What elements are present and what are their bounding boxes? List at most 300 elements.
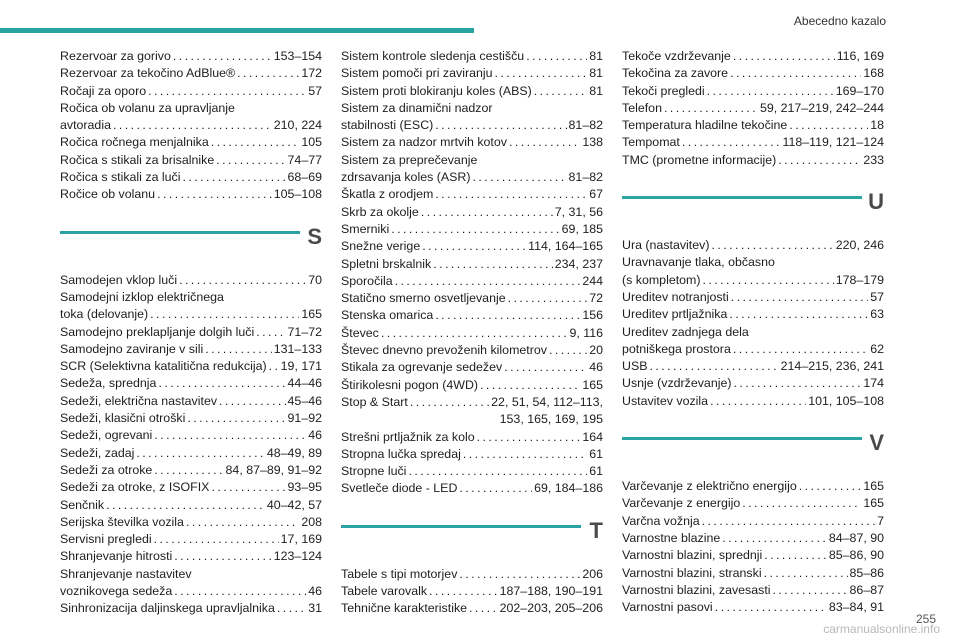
- index-entry: [60, 514, 322, 531]
- index-entry: [622, 565, 884, 582]
- dot-leader: [682, 134, 781, 151]
- dot-leader: [150, 306, 299, 323]
- page-refs: 48–49, 89: [266, 445, 322, 460]
- page-refs: 93–95: [287, 480, 322, 495]
- dot-leader: [509, 134, 580, 151]
- index-term: toka (delovanje): [60, 307, 149, 322]
- index-term: Ročaji za oporo: [60, 83, 147, 98]
- page-refs: 172: [301, 66, 322, 81]
- index-term: Varnostni blazini, sprednji: [622, 548, 763, 563]
- index-term: Tempomat: [622, 135, 680, 150]
- index-term: potniškega prostora: [622, 341, 731, 356]
- index-term: Varnostni blazini, zavesasti: [622, 582, 771, 597]
- index-entry: [341, 238, 603, 255]
- index-entry-line: [622, 513, 884, 530]
- index-entry-line: [60, 358, 322, 375]
- index-term: Tekočina za zavore: [622, 66, 729, 81]
- index-entry: [341, 446, 603, 463]
- index-term: Rezervoar za gorivo: [60, 49, 171, 63]
- index-term: Snežne verige: [341, 239, 421, 254]
- dot-leader: [173, 48, 272, 65]
- index-entry: [60, 152, 322, 169]
- page-refs: 214–215, 236, 241: [780, 359, 884, 374]
- index-entry: [622, 478, 884, 495]
- index-term: Sporočila: [341, 273, 393, 288]
- page-refs: 233: [863, 152, 884, 167]
- index-entry: [622, 289, 884, 306]
- index-entry-line: [60, 566, 322, 583]
- index-entry-line: [622, 83, 884, 100]
- index-entry: [622, 324, 884, 359]
- dot-leader: [154, 531, 279, 548]
- index-term: Sedeži za otroke: [60, 462, 153, 477]
- index-term: Stop & Start: [341, 394, 408, 409]
- index-term: Sedeži, električna nastavitev: [60, 393, 218, 408]
- section-rule: [60, 231, 300, 234]
- dot-leader: [277, 600, 306, 617]
- header-accent-bar: [0, 28, 474, 33]
- index-term: Sedeža, sprednja: [60, 376, 157, 391]
- index-entry: [341, 152, 603, 187]
- page-refs: 62: [870, 341, 884, 356]
- dot-leader: [179, 272, 306, 289]
- dot-leader: [186, 514, 299, 531]
- index-entry-line: [60, 393, 322, 410]
- index-entry: [60, 341, 322, 358]
- index-term: Temperatura hladilne tekočine: [622, 118, 788, 133]
- page-refs: 85–86: [849, 565, 884, 580]
- index-entry-line: [622, 599, 884, 616]
- dot-leader: [729, 306, 868, 323]
- page-refs: 202–203, 205–206: [499, 601, 603, 616]
- index-entry-line: [341, 186, 603, 203]
- dot-leader: [722, 530, 827, 547]
- page-refs: 131–133: [273, 341, 322, 356]
- section-letter: U: [868, 189, 884, 215]
- dot-leader: [711, 237, 833, 254]
- dot-leader: [381, 325, 568, 342]
- page-refs-continued: 153, 165, 169, 195: [499, 412, 603, 427]
- index-entry-line: [622, 393, 884, 410]
- page-refs: 118–119, 121–124: [782, 135, 884, 150]
- index-entry-line: [60, 306, 322, 323]
- dot-leader: [183, 169, 286, 186]
- index-entry-line: [341, 463, 603, 480]
- page-refs: 164: [582, 429, 603, 444]
- page-refs: 57: [870, 289, 884, 304]
- index-entry-line: [341, 583, 603, 600]
- index-entry: [60, 83, 322, 100]
- index-entry-line: [341, 325, 603, 342]
- index-term: Tehnične karakteristike: [341, 601, 468, 616]
- index-entry: [341, 325, 603, 342]
- index-entry: [341, 204, 603, 221]
- page-refs: 153–154: [273, 49, 322, 63]
- index-entry: [60, 427, 322, 444]
- page-refs: 123–124: [273, 549, 322, 564]
- index-entry: [622, 83, 884, 100]
- page-refs: 116, 169: [836, 49, 884, 63]
- dot-leader: [504, 359, 587, 376]
- page-refs: 81: [589, 49, 603, 63]
- page-refs: 165: [863, 496, 884, 511]
- dot-leader: [435, 186, 587, 203]
- index-entry: [341, 65, 603, 82]
- dot-leader: [734, 375, 862, 392]
- page-refs: 187–188, 190–191: [499, 584, 603, 599]
- page-refs: 208: [301, 514, 322, 529]
- page-refs: 45–46: [287, 393, 322, 408]
- index-entry-line: [60, 152, 322, 169]
- dot-leader: [469, 600, 498, 617]
- index-term: Shranjevanje nastavitev: [60, 566, 192, 581]
- index-term: Varčna vožnja: [622, 513, 700, 528]
- page-refs: 67: [589, 187, 603, 202]
- index-term: Sinhronizacija daljinskega upravljalnika: [60, 601, 275, 616]
- index-entry: [622, 48, 884, 65]
- index-entry: [622, 237, 884, 254]
- index-entry-line: [341, 290, 603, 307]
- index-term: Senčnik: [60, 497, 105, 512]
- page-refs: 165: [582, 377, 603, 392]
- index-term: Varčevanje z električno energijo: [622, 479, 797, 494]
- page-refs: 84, 87–89, 91–92: [225, 462, 322, 477]
- dot-leader: [148, 83, 306, 100]
- index-entry: [60, 48, 322, 65]
- index-entry: [341, 566, 603, 583]
- index-entry-line: [60, 514, 322, 531]
- page-refs: 44–46: [287, 376, 322, 391]
- page-refs: 86–87: [849, 582, 884, 597]
- index-term: Strešni prtljažnik za kolo: [341, 429, 475, 444]
- index-entry: [60, 169, 322, 186]
- dot-leader: [433, 256, 553, 273]
- index-term: Stropne luči: [341, 464, 407, 479]
- dot-leader: [731, 289, 868, 306]
- index-entry-line: [622, 530, 884, 547]
- index-term: Varnostne blazine: [622, 530, 721, 545]
- dot-leader: [715, 599, 827, 616]
- dot-leader: [773, 582, 848, 599]
- index-entry: [60, 134, 322, 151]
- index-term: Škatla z orodjem: [341, 187, 434, 202]
- dot-leader: [534, 83, 587, 100]
- dot-leader: [187, 410, 285, 427]
- index-term: Varnostni blazini, stranski: [622, 565, 762, 580]
- page-refs: 59, 217–219, 242–244: [759, 100, 884, 115]
- dot-leader: [459, 566, 580, 583]
- section-letter: V: [869, 430, 884, 456]
- index-term: voznikovega sedeža: [60, 584, 173, 599]
- index-entry: [622, 599, 884, 616]
- index-term: Števec dnevno prevoženih kilometrov: [341, 343, 547, 358]
- section-rule: [622, 437, 862, 440]
- index-term: Ročica ob volanu za upravljanje: [60, 100, 235, 115]
- index-entry-line: [60, 272, 322, 289]
- index-term: Sistem za nadzor mrtvih kotov: [341, 135, 507, 150]
- page-refs: 178–179: [835, 272, 884, 287]
- dot-leader: [764, 565, 848, 582]
- index-term: Tekoči pregledi: [622, 83, 705, 98]
- index-entry-line: [60, 169, 322, 186]
- index-term: Tekoče vzdrževanje: [622, 49, 731, 63]
- page-refs: 169–170: [835, 83, 884, 98]
- page-refs: 165: [301, 307, 322, 322]
- index-term: Usnje (vzdrževanje): [622, 376, 732, 391]
- index-term: Svetleče diode - LED: [341, 481, 458, 496]
- index-term: Ureditev prtljažnika: [622, 307, 728, 322]
- index-column-3: [622, 48, 884, 616]
- dot-leader: [495, 65, 588, 82]
- index-entry: [60, 548, 322, 565]
- index-entry: [341, 273, 603, 290]
- index-entry-line: [60, 324, 322, 341]
- index-entry-line: [341, 169, 603, 186]
- index-entry: [60, 358, 322, 375]
- index-entry-line: [341, 48, 603, 65]
- page-refs: 69, 185: [561, 221, 603, 236]
- index-entry-line: [60, 445, 322, 462]
- dot-leader: [410, 394, 489, 411]
- index-entry-line: [622, 134, 884, 151]
- index-entry-line: [622, 254, 884, 271]
- dot-leader: [157, 186, 272, 203]
- index-entry-line: [341, 377, 603, 394]
- dot-leader: [435, 117, 566, 134]
- page-refs: 81: [589, 83, 603, 98]
- dot-leader: [649, 358, 778, 375]
- index-entry: [622, 100, 884, 117]
- index-entry-line: [60, 600, 322, 617]
- index-entry-line: [341, 566, 603, 583]
- page-refs: 81: [589, 66, 603, 81]
- page-refs: 105–108: [273, 187, 322, 202]
- page-number: 255: [915, 612, 936, 626]
- index-entry: [341, 359, 603, 376]
- index-entry-line: [60, 117, 322, 134]
- page-refs: 210, 224: [273, 118, 322, 133]
- index-term: Uravnavanje tlaka, občasno: [622, 255, 775, 270]
- index-entry-line: [60, 410, 322, 427]
- index-entry-line: [622, 375, 884, 392]
- dot-leader: [710, 393, 806, 410]
- index-entry-line: [60, 186, 322, 203]
- index-entry-line: [60, 583, 322, 600]
- index-term: Ročice ob volanu: [60, 187, 156, 202]
- index-entry: [622, 358, 884, 375]
- index-entry-line: [60, 479, 322, 496]
- page-refs: 206: [582, 566, 603, 581]
- dot-leader: [269, 358, 279, 375]
- page-refs: 168: [863, 66, 884, 81]
- index-entry-line: [60, 497, 322, 514]
- section-heading: [60, 224, 322, 260]
- index-entry-line: [622, 306, 884, 323]
- index-term: Ročica s stikali za luči: [60, 170, 181, 185]
- index-term: Ura (nastavitev): [622, 238, 710, 253]
- index-entry-line: [341, 600, 603, 617]
- page-refs: 31: [308, 601, 322, 616]
- page-refs: 174: [863, 376, 884, 391]
- dot-leader: [237, 65, 299, 82]
- index-entry-line: [60, 462, 322, 479]
- index-term: Sistem pomoči pri zaviranju: [341, 66, 493, 81]
- index-entry-line: [60, 531, 322, 548]
- index-entry-line: [341, 273, 603, 290]
- dot-leader: [256, 324, 285, 341]
- dot-leader: [435, 307, 580, 324]
- index-term: Sedeži, klasični otroški: [60, 411, 186, 426]
- index-entry-line: [341, 100, 603, 117]
- index-entry-line: [622, 358, 884, 375]
- index-term: Sedeži, ogrevani: [60, 428, 153, 443]
- index-entry-line: [622, 547, 884, 564]
- index-column-2: [341, 48, 603, 618]
- section-heading: [622, 430, 884, 466]
- index-term: Ročica ročnega menjalnika: [60, 135, 209, 150]
- index-term: USB: [622, 359, 648, 374]
- index-term: Stropna lučka spredaj: [341, 446, 461, 461]
- dot-leader: [664, 100, 758, 117]
- page-refs: 70: [308, 272, 322, 287]
- page-refs: 9, 116: [569, 325, 603, 340]
- page-refs: 72: [589, 291, 603, 306]
- index-term: Sistem za dinamični nadzor: [341, 100, 493, 115]
- dot-leader: [174, 583, 306, 600]
- index-term: Rezervoar za tekočino AdBlue®: [60, 66, 236, 81]
- index-term: Ureditev zadnjega dela: [622, 324, 749, 339]
- section-letter: T: [589, 517, 603, 543]
- index-entry-line: [60, 48, 322, 65]
- dot-leader: [395, 273, 581, 290]
- dot-leader: [422, 238, 526, 255]
- page-refs: 83–84, 91: [828, 600, 884, 615]
- index-term: Samodejni izklop električnega: [60, 289, 224, 304]
- index-entry: [341, 221, 603, 238]
- dot-leader: [391, 221, 559, 238]
- index-entry-line: [622, 565, 884, 582]
- index-entry: [622, 254, 884, 289]
- section-heading: [341, 518, 603, 554]
- dot-leader: [463, 446, 587, 463]
- page-refs: 18: [870, 118, 884, 133]
- dot-leader: [136, 445, 264, 462]
- page-refs: 7, 31, 56: [554, 204, 603, 219]
- index-term: Stenska omarica: [341, 308, 434, 323]
- index-entry-line: [622, 100, 884, 117]
- index-term: Smerniki: [341, 221, 390, 236]
- index-entry: [341, 48, 603, 65]
- dot-leader: [408, 463, 587, 480]
- page-refs: 17, 169: [280, 532, 322, 547]
- index-term: Tabele s tipi motorjev: [341, 566, 458, 581]
- index-term: zdrsavanja koles (ASR): [341, 170, 471, 185]
- index-entry: [341, 480, 603, 497]
- dot-leader: [477, 429, 581, 446]
- dot-leader: [211, 134, 300, 151]
- index-entry: [60, 100, 322, 135]
- page-refs: 105: [301, 135, 322, 150]
- index-entry-line: [60, 548, 322, 565]
- index-entry-line: [341, 394, 603, 411]
- index-term: Ročica s stikali za brisalnike: [60, 152, 215, 167]
- dot-leader: [789, 117, 868, 134]
- dot-leader: [526, 48, 587, 65]
- index-term: Sedeži, zadaj: [60, 445, 135, 460]
- page-refs: 63: [870, 307, 884, 322]
- index-term: (s kompletom): [622, 272, 701, 287]
- index-entry-line: [60, 134, 322, 151]
- page-refs: 220, 246: [835, 238, 884, 253]
- index-entry: [341, 394, 603, 429]
- index-entry: [341, 100, 603, 135]
- index-term: Samodejen vklop luči: [60, 272, 178, 287]
- dot-leader: [113, 117, 272, 134]
- index-entry: [341, 463, 603, 480]
- dot-leader: [549, 342, 587, 359]
- index-term: Varčevanje z energijo: [622, 496, 741, 511]
- index-entry: [622, 582, 884, 599]
- index-entry: [60, 479, 322, 496]
- section-heading: [622, 189, 884, 225]
- index-entry: [341, 429, 603, 446]
- dot-leader: [730, 65, 861, 82]
- dot-leader: [421, 204, 553, 221]
- index-entry: [622, 513, 884, 530]
- index-entry: [622, 306, 884, 323]
- index-term: SCR (Selektivna katalitična redukcija): [60, 359, 267, 374]
- page-refs: 244: [582, 273, 603, 288]
- page-refs: 19, 171: [280, 359, 322, 374]
- index-entry: [60, 566, 322, 601]
- index-entry: [60, 393, 322, 410]
- index-term: Statično smerno osvetljevanje: [341, 291, 506, 306]
- index-term: Tabele varovalk: [341, 584, 428, 599]
- index-entry-line: [60, 65, 322, 82]
- dot-leader: [799, 478, 862, 495]
- page-refs: 165: [863, 479, 884, 494]
- index-entry-line: [341, 117, 603, 134]
- index-term: Serijska številka vozila: [60, 514, 184, 529]
- page-refs: 46: [589, 360, 603, 375]
- index-entry: [60, 375, 322, 392]
- page-refs: 81–82: [568, 170, 603, 185]
- dot-leader: [702, 513, 875, 530]
- index-entry-line: [622, 341, 884, 358]
- index-entry-line: [622, 48, 884, 65]
- index-entry-line: [341, 480, 603, 497]
- index-term: Skrb za okolje: [341, 204, 419, 219]
- index-entry: [341, 290, 603, 307]
- dot-leader: [703, 272, 834, 289]
- index-column-1: [60, 48, 322, 618]
- index-entry-line: [341, 152, 603, 169]
- index-entry: [622, 65, 884, 82]
- dot-leader: [480, 377, 580, 394]
- index-entry: [622, 530, 884, 547]
- index-entry-line: [341, 65, 603, 82]
- index-entry: [60, 462, 322, 479]
- index-term: Shranjevanje hitrosti: [60, 549, 173, 564]
- index-entry: [60, 600, 322, 617]
- dot-leader: [106, 497, 265, 514]
- index-entry-line: [341, 83, 603, 100]
- page-refs: 81–82: [568, 118, 603, 133]
- dot-leader: [205, 341, 272, 358]
- index-term: Servisni pregledi: [60, 532, 152, 547]
- index-term: Stikala za ogrevanje sedežev: [341, 360, 503, 375]
- dot-leader: [219, 393, 286, 410]
